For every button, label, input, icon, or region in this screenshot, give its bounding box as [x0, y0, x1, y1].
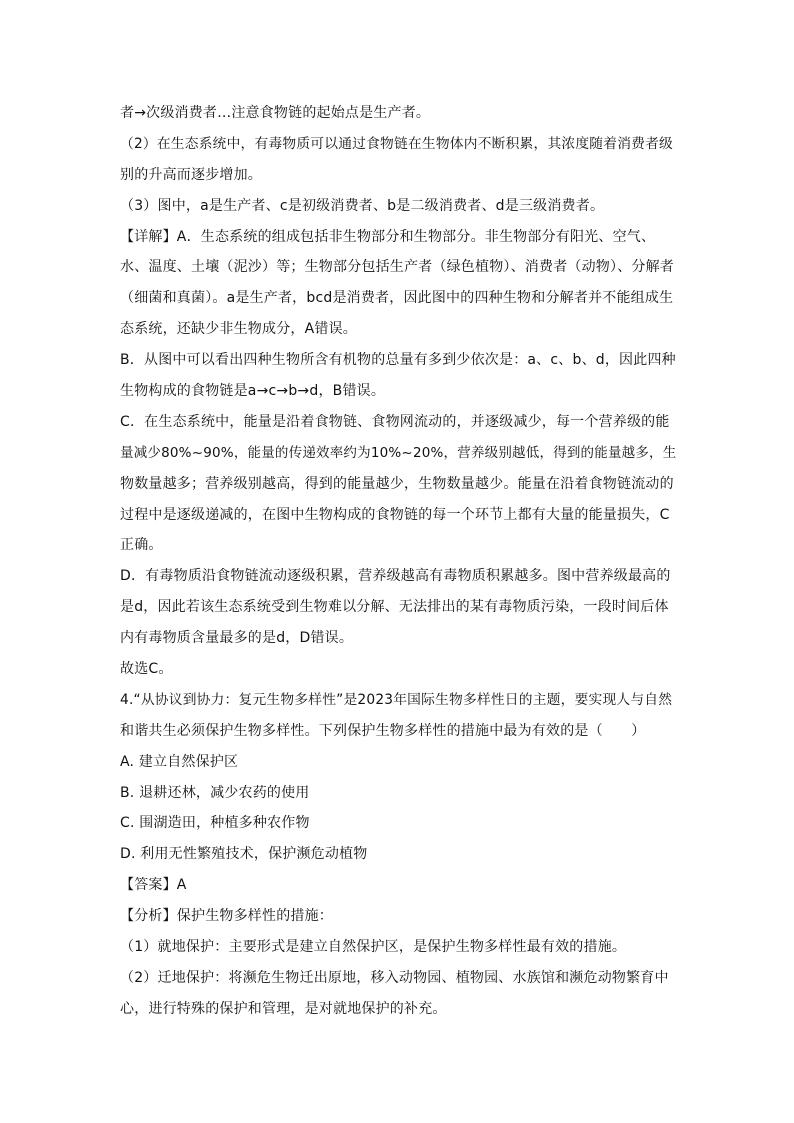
- text-line: 和谐共生必须保护生物多样性。下列保护生物多样性的措施中最为有效的是（ ）: [120, 722, 646, 739]
- text-line: （3）图中，a是生产者、c是初级消费者、b是二级消费者、d是三级消费者。: [120, 197, 605, 214]
- text-line: 水、温度、土壤（泥沙）等；生物部分包括生产者（绿色植物）、消费者（动物）、分解者: [120, 259, 674, 276]
- text-line: 正确。: [120, 537, 163, 554]
- text-line: 【详解】A．生态系统的组成包括非生物部分和生物部分。非生物部分有阳光、空气、: [120, 228, 656, 245]
- text-line: B．从图中可以看出四种生物所含有机物的总量有多到少依次是：a、c、b、d，因此四种: [120, 352, 676, 369]
- text-line: 量减少80%~90%，能量的传递效率约为10%~20%，营养级别越低，得到的能量越多，生: [120, 444, 677, 461]
- text-line: D. 利用无性繁殖技术，保护濒危动植物: [120, 846, 368, 863]
- text-line: （2）迁地保护：将濒危生物迁出原地，移入动物园、植物园、水族馆和濒危动物繁育中: [120, 969, 669, 986]
- text-line: 生物构成的食物链是a→c→b→d，B错误。: [120, 383, 386, 400]
- text-line: 【答案】A: [120, 877, 187, 894]
- text-line: （2）在生态系统中，有毒物质可以通过食物链在生物体内不断积累，其浓度随着消费者级: [120, 135, 674, 152]
- text-line: A. 建立自然保护区: [120, 753, 239, 770]
- text-line: 物数量越多；营养级别越高，得到的能量越少，生物数量越少。能量在沿着食物链流动的: [120, 475, 674, 492]
- text-line: （细菌和真菌）。a是生产者，bcd是消费者，因此图中的四种生物和分解者并不能组成生: [120, 290, 674, 307]
- text-line: 4.“从协议到协力：复元生物多样性”是2023年国际生物多样性日的主题，要实现人与自然: [120, 691, 673, 708]
- document-body: [120, 98, 680, 1025]
- text-line: C．在生态系统中，能量是沿着食物链、食物网流动的，并逐级减少，每一个营养级的能: [120, 413, 670, 430]
- text-line: 者→次级消费者…注意食物链的起始点是生产者。: [120, 105, 431, 121]
- text-line: 别的升高而逐步增加。: [120, 166, 262, 183]
- text-line: 过程中是逐级递减的，在图中生物构成的食物链的每一个环节上都有大量的能量损失，C: [120, 506, 670, 523]
- text-line: 心，进行特殊的保护和管理，是对就地保护的补充。: [120, 1000, 447, 1017]
- text-line: D．有毒物质沿食物链流动逐级积累，营养级越高有毒物质积累越多。图中营养级最高的: [120, 568, 671, 585]
- text-line: （1）就地保护：主要形式是建立自然保护区，是保护生物多样性最有效的措施。: [120, 939, 627, 956]
- text-line: 故选C。: [120, 661, 173, 678]
- text-line: 态系统，还缺少非生物成分，A错误。: [120, 321, 357, 338]
- text-line: C. 围湖造田，种植多种农作物: [120, 815, 310, 832]
- text-line: 是d，因此若该生态系统受到生物难以分解、无法排出的某有毒物质污染，一段时间后体: [120, 599, 669, 616]
- text-line: 【分析】保护生物多样性的措施：: [120, 908, 333, 925]
- text-line: B. 退耕还林，减少农药的使用: [120, 784, 310, 801]
- text-line: 内有毒物质含量最多的是d，D错误。: [120, 630, 354, 647]
